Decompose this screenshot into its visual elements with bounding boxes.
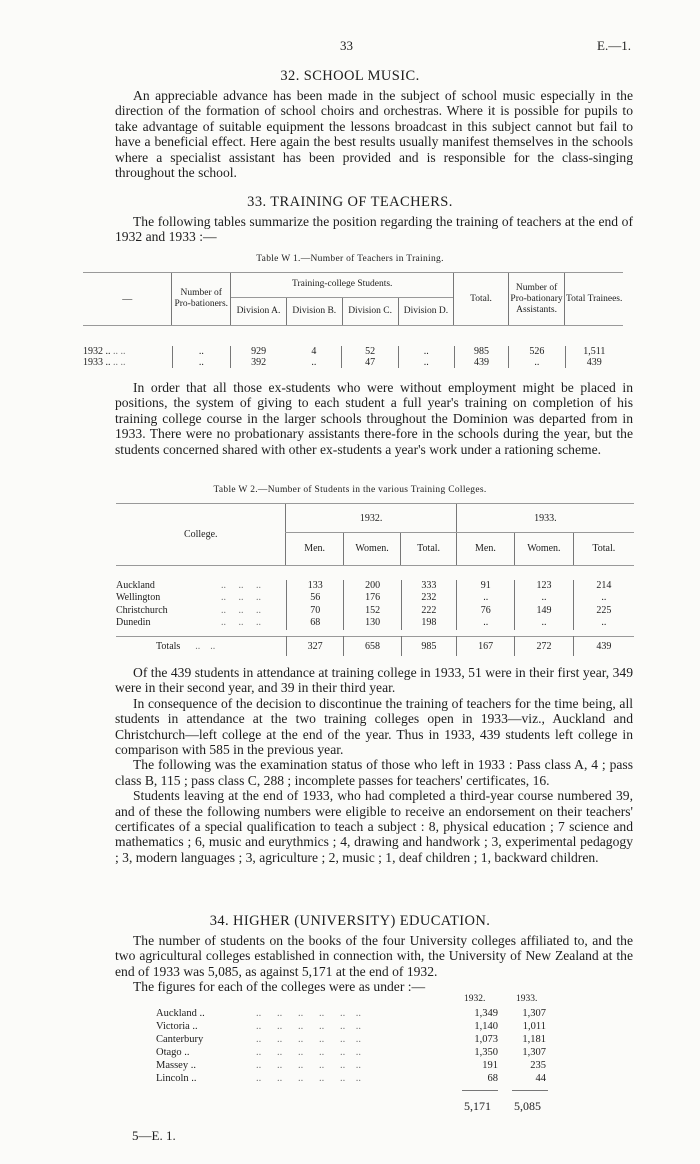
paragraph-examination-status: The following was the examination status of those who left in 1933 : Pass class A, 4 ; pass class B, 115 ; pass class C, 288 ; incomplete passes for teachers' certificates, 16.	[115, 757, 633, 788]
total-1933: 5,085	[514, 1099, 541, 1113]
paragraph-special-qualifications: Students leaving at the end of 1933, who had completed a third-year course numbered 39, and of these the following numbers were eligible to receive an endorsement on their teachers' certificates of a special qualification to teach a subject : 8, physical education ; 7 science and mathematics ; 6, music and eurythmics ; 4, drawing and handwork ; 3, experimental pedagogy ; 3, modern languages ; 3, agriculture ; 2, music ; 1, deaf children ; 1, backward children.	[115, 788, 633, 865]
col-total-1932: Total.	[401, 533, 456, 565]
col-1932: 1932.	[464, 994, 486, 1004]
totals-row: Totals .. .. 327 658 985 167 272 439	[116, 636, 634, 656]
col-1933: 1933.	[516, 994, 538, 1004]
col-men-1933: Men.	[456, 533, 514, 565]
col-1933: 1933.	[456, 504, 634, 533]
table-row: 1932 .. .. .. .. 929 4 52 .. 985 526 1,511	[83, 346, 623, 357]
section-33-body	[115, 665, 633, 865]
section-33-intro: The following tables summarize the position regarding the training of teachers at the end of 1932 and 1933 :—	[115, 214, 633, 245]
col-total-trainees: Total Trainees.	[565, 273, 623, 325]
table-w1: — Number of Pro-bationers. Training-college Students. Division A. Division B. Division C. Division D. Total. Number of Pro-bationary Assistants. Total Trainees. 1932 .. .. .. .. 929 4 52 .. 985 526 1,511 1933 .. .. .. .. 392 .. 47 .. 439 .. 439	[83, 272, 623, 368]
section-32-title: 32. SCHOOL MUSIC.	[280, 68, 420, 84]
total-rule-1932	[462, 1090, 498, 1091]
table-row: Christchurch .. .. .. 70 152 222 76 149 225	[116, 605, 634, 618]
col-probationary-assistants: Number of Pro-bationary Assistants.	[508, 273, 565, 325]
section-34-title: 34. HIGHER (UNIVERSITY) EDUCATION.	[209, 913, 491, 929]
col-women-1933: Women.	[515, 533, 574, 565]
table-row: Massey .. .. .. .. .. .. .. 191 235	[156, 1060, 546, 1071]
table-w2-totals	[116, 636, 634, 657]
col-division-a: Division A.	[236, 306, 281, 316]
page-number: 33	[340, 38, 353, 53]
table-row: Otago .. .. .. .. .. .. .. 1,350 1,307	[156, 1047, 546, 1058]
section-33-paragraph-2: In order that all those ex-students who were without employment might be placed in positions, the system of giving to each student a full year's training on completion of his training college course in the larger schools throughout the Dominion was departed from in 1933. There were no probationary assistants there-fore in the schools during the year, but the students concerned shared with other ex-students a year's work under a rationing scheme.	[115, 380, 633, 457]
col-division-b: Division B.	[286, 298, 342, 325]
col-training-college: Training-college Students.	[231, 273, 453, 298]
section-32-body: An appreciable advance has been made in the subject of school music especially in the direction of the formation of school choirs and orchestras. Where it is possible for pupils to take advantage of suitable equipment the lessons broadcast in this subject cannot but fail to have a beneficial effect. Here again the best results usually manifest themselves in the schools where a specialist assistant has been provided and is responsible for the class-singing throughout the school.	[115, 88, 633, 181]
paragraph-discontinue-training: In consequence of the decision to discontinue the training of teachers for the time being, all students in attendance at the two training colleges open in 1933—viz., Auckland and Christchurch—left college at the end of the year. Thus in 1933, 439 students left college in comparison with 585 in the previous year.	[115, 695, 633, 758]
col-total: Total.	[454, 273, 508, 325]
table-w1-body	[83, 346, 623, 368]
col-division-c: Division C.	[342, 298, 398, 325]
document-reference: E.—1.	[597, 38, 631, 53]
section-34-body: The number of students on the books of the four University colleges affiliated to, and the two agricultural colleges established in connection with, the University of New Zealand at the end of 1933 was 5,085, as against 5,171 at the end of 1932. The figures for each of the colleges were as under :—	[115, 933, 633, 995]
table-row: Victoria .. .. .. .. .. .. .. 1,140 1,011	[156, 1021, 546, 1032]
col-total-1933: Total.	[573, 533, 634, 565]
table-row: Lincoln .. .. .. .. .. .. .. 68 44	[156, 1073, 546, 1084]
col-probationers: Number of Pro-bationers.	[172, 273, 231, 325]
table-w1-caption: Table W 1.—Number of Teachers in Training.	[256, 254, 444, 264]
total-rule-1933	[512, 1090, 548, 1091]
col-division-d: Division D.	[398, 298, 454, 325]
university-rows	[156, 1007, 556, 1085]
col-college: College.	[183, 528, 218, 540]
footer-signature: 5—E. 1.	[132, 1128, 176, 1143]
paragraph-student-years: Of the 439 students in attendance at training college in 1933, 51 were in their first year, 349 were in their second year, and 39 in their third year.	[115, 665, 633, 696]
table-row: Auckland .. .. .. 133 200 333 91 123 214	[116, 580, 634, 593]
section-33-title: 33. TRAINING OF TEACHERS.	[247, 194, 453, 210]
table-w2	[116, 503, 634, 656]
table-w2-caption: Table W 2.—Number of Students in the various Training Colleges.	[213, 485, 487, 495]
table-row: Canterbury .. .. .. .. .. .. 1,073 1,181	[156, 1034, 546, 1045]
col-1932: 1932.	[286, 504, 456, 533]
total-1932: 5,171	[464, 1099, 491, 1113]
col-men-1932: Men.	[286, 533, 343, 565]
table-row: 1933 .. .. .. .. 392 .. 47 .. 439 .. 439	[83, 357, 623, 368]
table-row: Auckland .. .. .. .. .. .. .. 1,349 1,307	[156, 1008, 546, 1019]
table-row: Dunedin .. .. .. 68 130 198 .. .. ..	[116, 617, 634, 630]
table-row: Wellington .. .. .. 56 176 232 .. .. ..	[116, 592, 634, 605]
col-women-1932: Women.	[343, 533, 401, 565]
table-w2-body	[116, 580, 634, 630]
